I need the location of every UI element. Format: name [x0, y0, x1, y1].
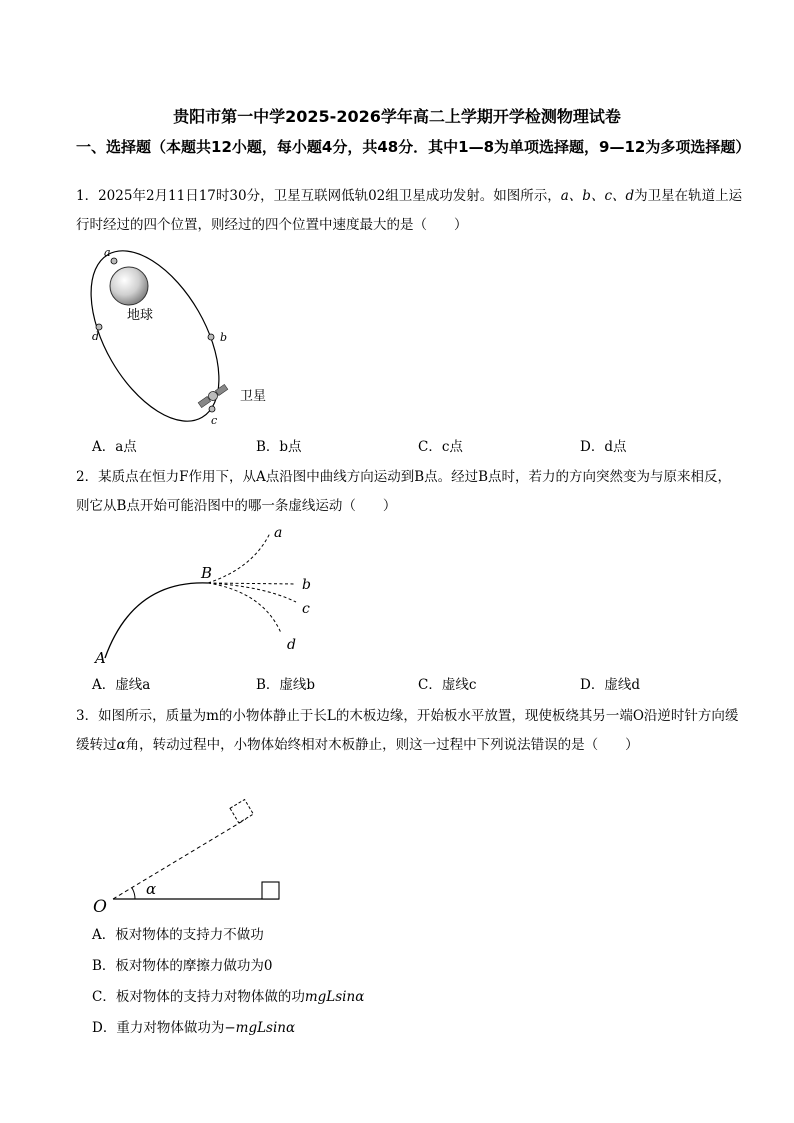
point-d-label: d	[92, 330, 100, 343]
q3-option-c-text: C．板对物体的支持力对物体做的功	[92, 989, 305, 1005]
q1-stem-part-a: 1．2025年2月11日17时30分，卫星互联网低轨02组卫星成功发射。如图所示，	[76, 188, 561, 204]
q3-stem-part-b: 角，转动过程中，小物体始终相对木板静止，则这一过程中下列说法错误的是（ ）	[125, 737, 639, 753]
point-b-marker	[208, 334, 214, 340]
point-b-label: b	[220, 331, 228, 344]
q2-option-b[interactable]: B．虚线b	[256, 677, 316, 693]
curve-c-label: c	[302, 601, 310, 617]
q3-board-figure	[88, 796, 308, 918]
angle-arc	[132, 888, 135, 899]
point-a-marker	[111, 258, 117, 264]
q3-option-a[interactable]	[92, 925, 264, 945]
q3-option-b-text: B．板对物体的摩擦力做功为0	[92, 958, 273, 974]
point-c-marker	[209, 406, 215, 412]
q3-option-d-text: D．重力对物体做功为	[92, 1020, 225, 1036]
q2-option-d[interactable]: D．虚线d	[580, 677, 640, 693]
question-2-stem: 2．某质点在恒力F作用下，从A点沿图中曲线方向运动到B点。经过B点时，若力的方向突然变为与原来相反，则它从B点开始可能沿图中的哪一条虚线运动（ ）	[76, 469, 732, 514]
point-A-label: A	[95, 649, 106, 667]
solid-path-a-to-b	[105, 583, 208, 658]
earth-icon	[110, 267, 148, 305]
q2-option-c[interactable]: C．虚线c	[418, 677, 477, 693]
q1-option-d[interactable]: D．d点	[580, 439, 627, 455]
alpha-label: α	[146, 880, 157, 898]
q2-option-a[interactable]: A．虚线a	[92, 677, 151, 693]
q1-option-b[interactable]: B．b点	[256, 439, 302, 455]
page-title: 贵阳市第一中学2025-2026学年高二上学期开学检测物理试卷	[173, 107, 621, 126]
q1-stem-part-b: 为卫星在轨道上运行时经过的四个位置，则经过的四个位置中速度最大的是（ ）	[76, 188, 743, 233]
block-initial	[262, 882, 279, 899]
curve-b-label: b	[302, 577, 311, 593]
section-heading: 一、选择题（本题共12小题，每小题4分，共48分．其中1—8为单项选择题，9—12为多项选择题）	[76, 138, 751, 156]
curve-d-label: d	[287, 637, 296, 653]
earth-label: 地球	[127, 308, 154, 323]
q3-option-c[interactable]	[92, 987, 364, 1007]
q1-stem-vars: a、b、c、d	[560, 188, 635, 204]
point-O-label: O	[93, 897, 107, 917]
q3-option-b[interactable]	[92, 956, 273, 976]
q3-option-c-math: mgLsinα	[304, 989, 365, 1005]
dashed-line-d	[208, 583, 281, 633]
dashed-line-a	[208, 533, 270, 583]
q3-option-d-math: −mgLsinα	[224, 1020, 296, 1036]
q2-trajectory-figure	[88, 522, 328, 672]
q1-option-a[interactable]: A．a点	[92, 439, 137, 455]
q3-option-d[interactable]	[92, 1018, 295, 1038]
point-a-label: a	[104, 246, 111, 259]
board-rotated-dashed	[113, 819, 246, 899]
point-B-label: B	[201, 564, 213, 582]
q3-option-a-text: A．板对物体的支持力不做功	[92, 927, 264, 943]
block-rotated	[230, 800, 253, 823]
curve-a-label: a	[274, 525, 283, 541]
q3-stem-var: α	[116, 737, 126, 753]
point-c-label: c	[211, 414, 218, 427]
q3-stem-part-a: 3．如图所示，质量为m的小物体静止于长L的木板边缘，开始板水平放置，现使板绕其另一端O沿逆时针方向缓缓转过	[76, 708, 739, 753]
q1-option-c[interactable]: C．c点	[418, 439, 463, 455]
question-1-stem	[76, 182, 744, 240]
question-3-stem	[76, 702, 744, 760]
satellite-label: 卫星	[240, 389, 267, 404]
q1-orbit-figure	[76, 240, 296, 430]
